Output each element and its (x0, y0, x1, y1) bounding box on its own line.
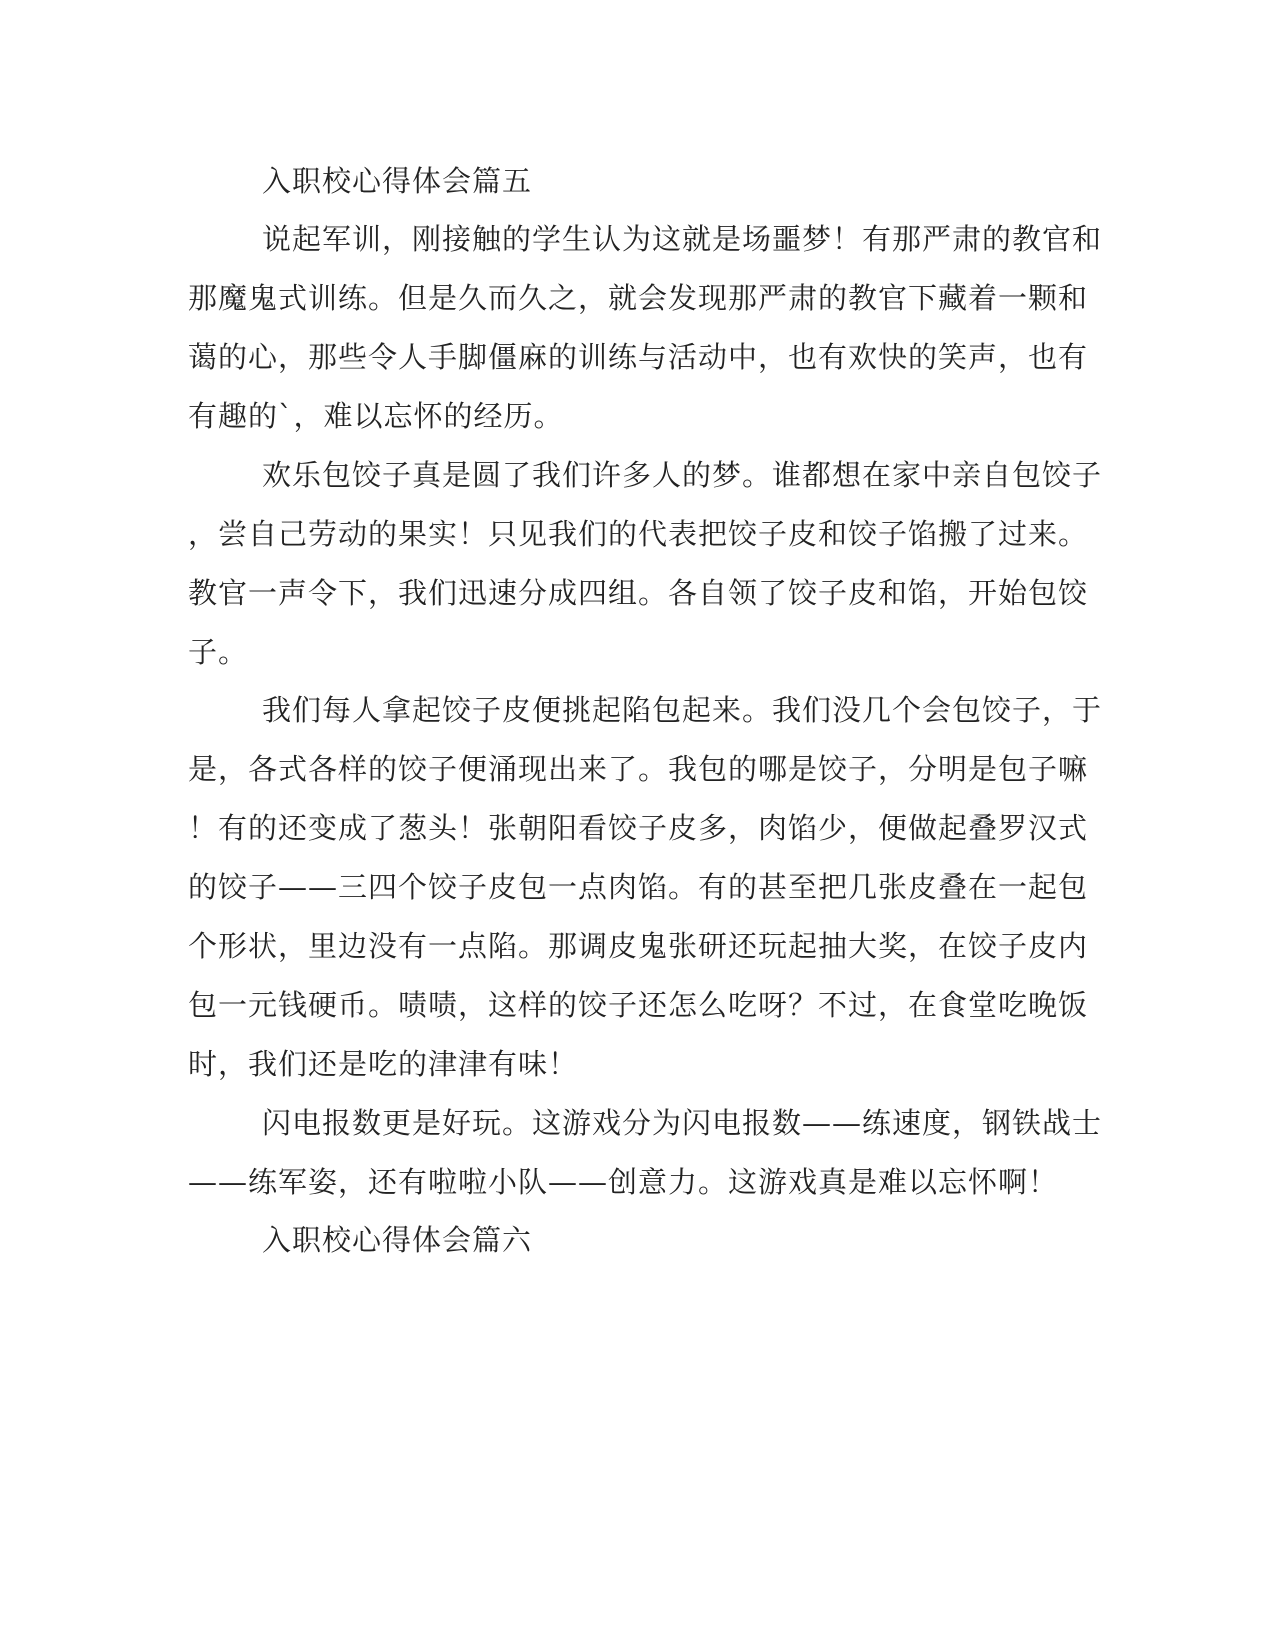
paragraph-line: 教官一声令下，我们迅速分成四组。各自领了饺子皮和馅，开始包饺 (188, 576, 1089, 610)
section-heading-5: 入职校心得体会篇五 (262, 164, 533, 198)
paragraph-line: 闪电报数更是好玩。这游戏分为闪电报数——练速度，钢铁战士 (262, 1106, 1103, 1140)
paragraph-line: 时，我们还是吃的津津有味！ (188, 1047, 579, 1081)
paragraph-line: 说起军训，刚接触的学生认为这就是场噩梦！有那严肃的教官和 (262, 222, 1103, 256)
paragraph-line: 子。 (188, 635, 249, 669)
paragraph-line: 包一元钱硬币。啧啧，这样的饺子还怎么吃呀？不过，在食堂吃晚饭 (188, 988, 1089, 1022)
paragraph-line: ！有的还变成了葱头！张朝阳看饺子皮多，肉馅少，便做起叠罗汉式 (188, 811, 1089, 845)
paragraph-line: 我们每人拿起饺子皮便挑起陷包起来。我们没几个会包饺子，于 (262, 693, 1103, 727)
paragraph-line: 蔼的心，那些令人手脚僵麻的训练与活动中，也有欢快的笑声，也有 (188, 340, 1089, 374)
paragraph-line: ，尝自己劳动的果实！只见我们的代表把饺子皮和饺子馅搬了过来。 (188, 517, 1089, 551)
paragraph-line: 的饺子——三四个饺子皮包一点肉馅。有的甚至把几张皮叠在一起包 (188, 870, 1089, 904)
paragraph-line: ——练军姿，还有啦啦小队——创意力。这游戏真是难以忘怀啊！ (188, 1165, 1059, 1199)
section-heading-6: 入职校心得体会篇六 (262, 1223, 533, 1257)
paragraph-line: 那魔鬼式训练。但是久而久之，就会发现那严肃的教官下藏着一颗和 (188, 281, 1089, 315)
paragraph-line: 个形状，里边没有一点陷。那调皮鬼张研还玩起抽大奖，在饺子皮内 (188, 929, 1089, 963)
paragraph-line: 欢乐包饺子真是圆了我们许多人的梦。谁都想在家中亲自包饺子 (262, 458, 1103, 492)
paragraph-line: 是，各式各样的饺子便涌现出来了。我包的哪是饺子，分明是包子嘛 (188, 752, 1089, 786)
paragraph-line: 有趣的`，难以忘怀的经历。 (188, 399, 564, 433)
